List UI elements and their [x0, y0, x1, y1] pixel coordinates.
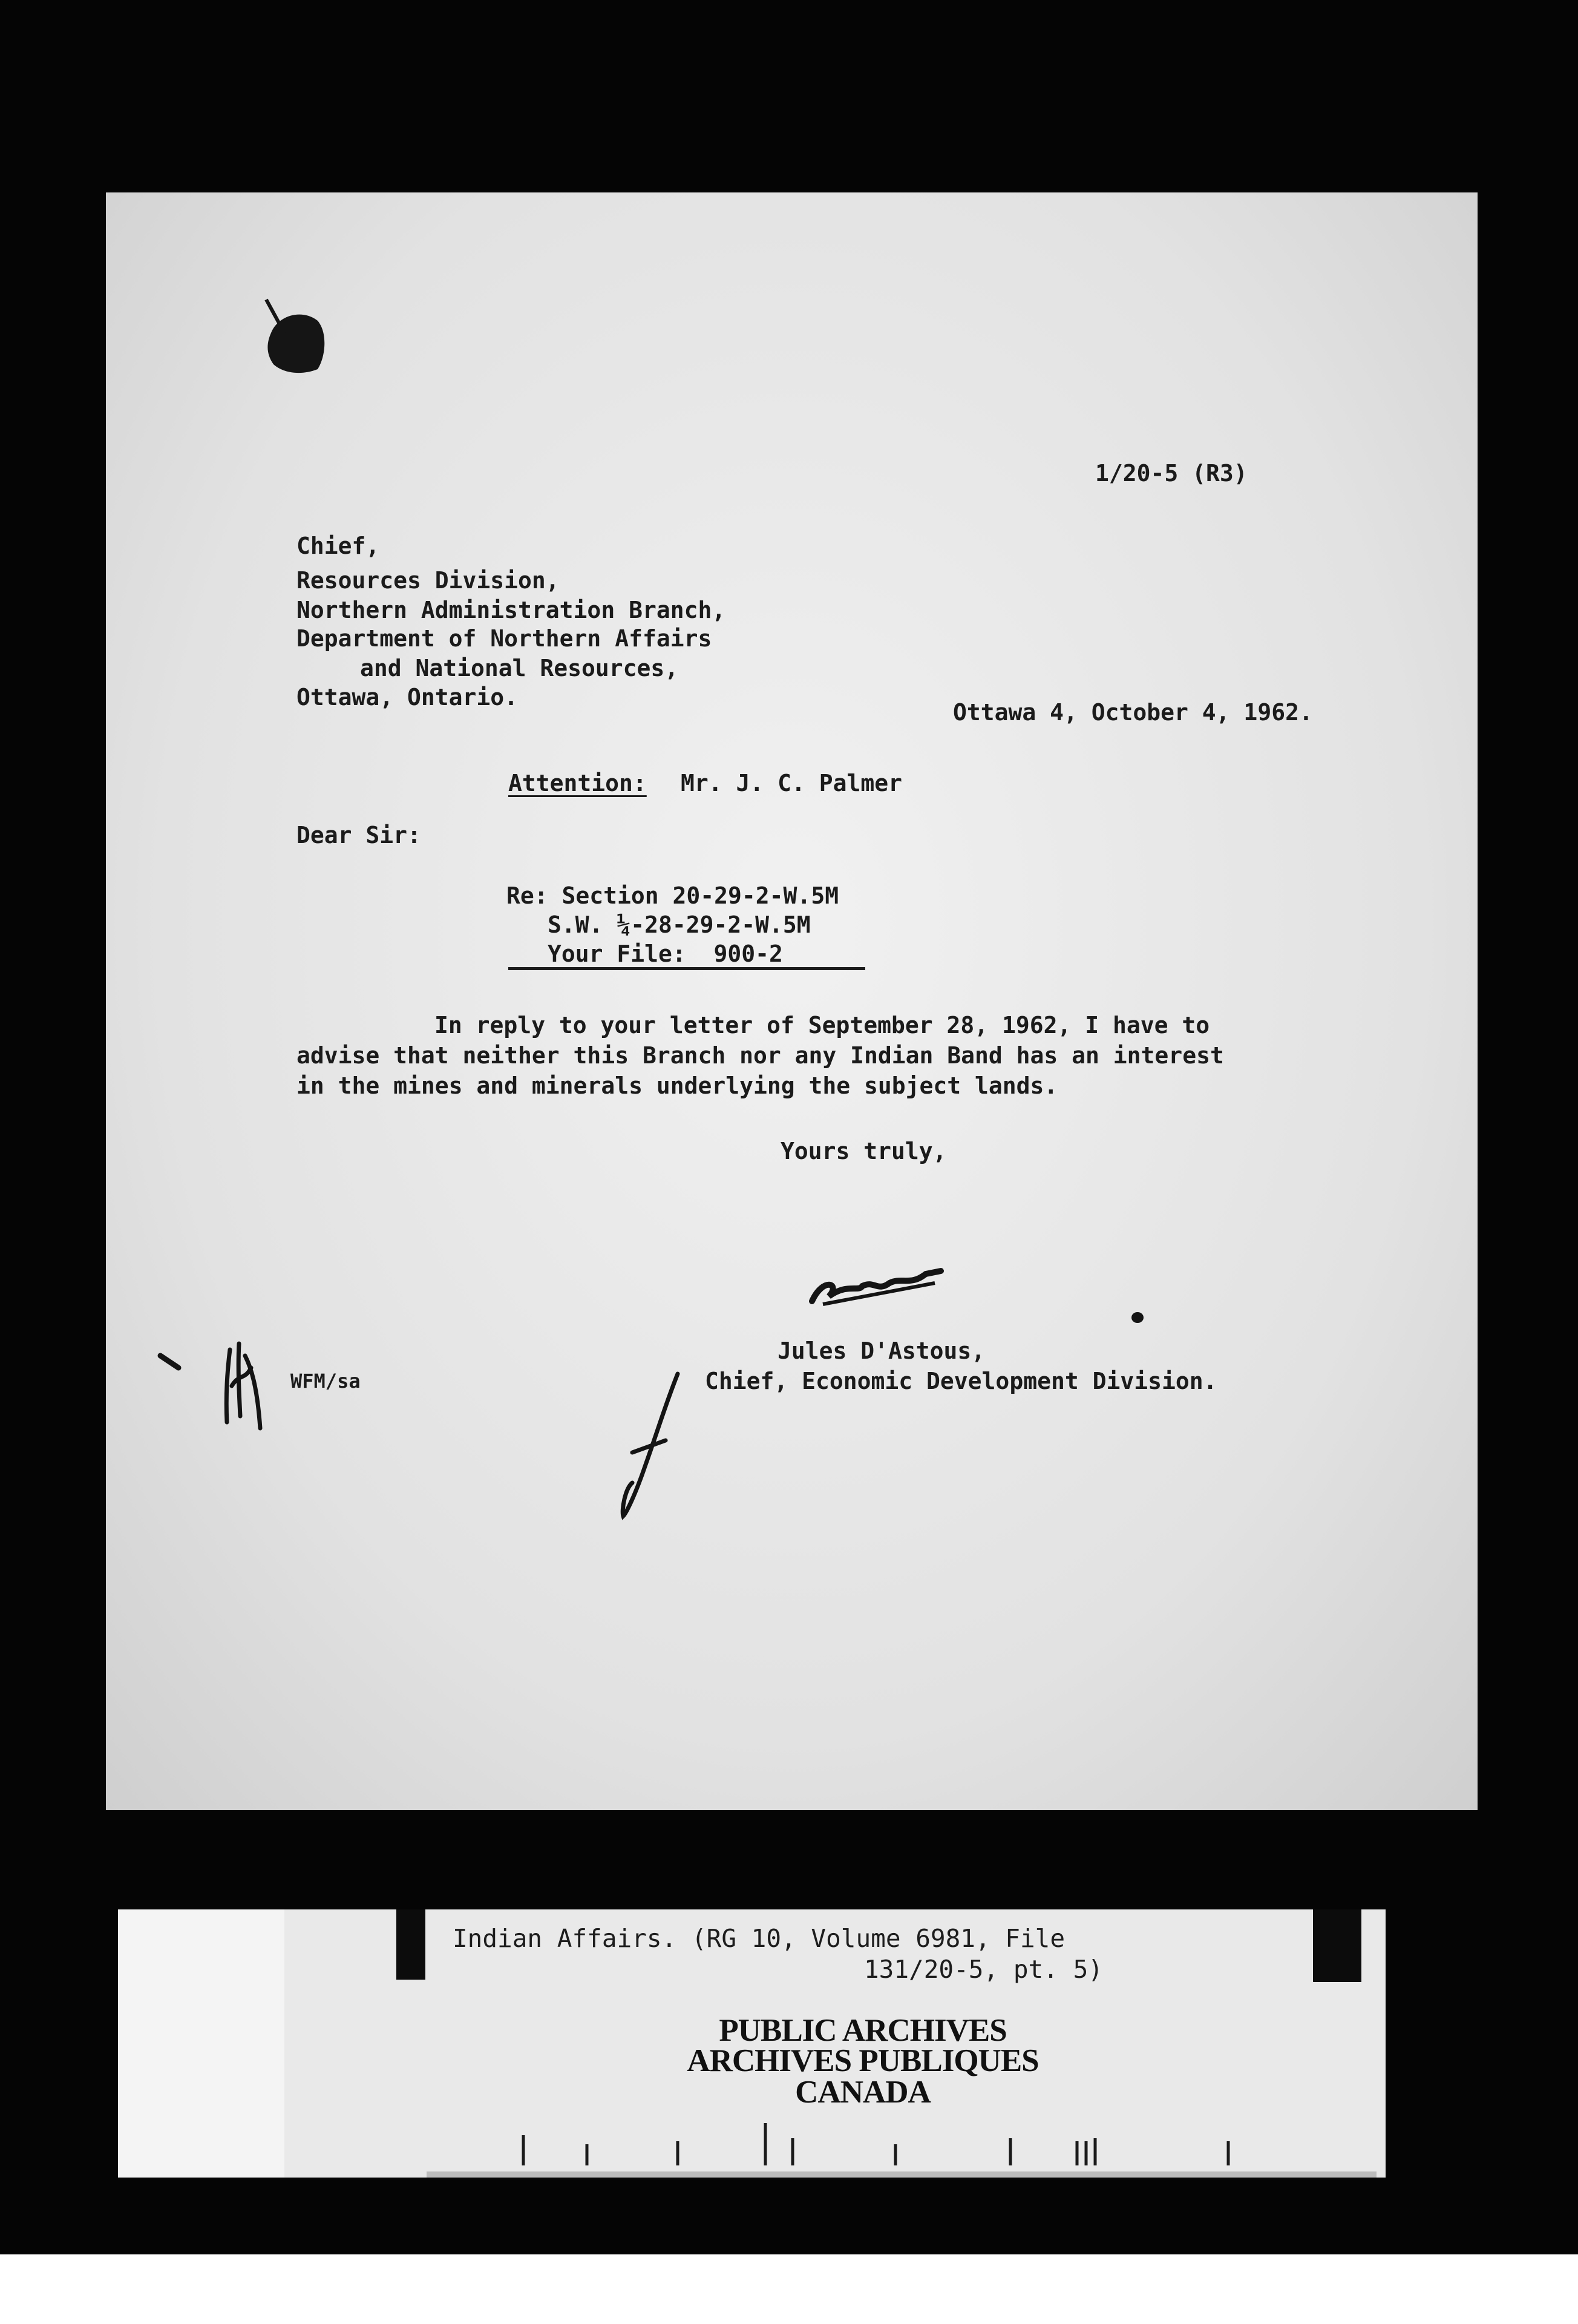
punch-hole-mark [260, 297, 333, 393]
re-underline [508, 967, 865, 970]
addressee-line-4: Department of Northern Affairs [296, 625, 712, 652]
label-base-line [427, 2171, 1377, 2178]
signer-title: Chief, Economic Development Division. [705, 1368, 1217, 1394]
typist-initials: WFM/sa [290, 1370, 361, 1393]
ink-dot [1131, 1312, 1144, 1323]
label-tab-left [396, 1909, 425, 1980]
re-line-1: Re: Section 20-29-2-W.5M [506, 882, 839, 909]
date-line: Ottawa 4, October 4, 1962. [953, 699, 1313, 726]
re-line-2: S.W. ¼-28-29-2-W.5M [548, 911, 811, 938]
salutation: Dear Sir: [296, 822, 421, 849]
label-tick-marks [478, 2117, 1265, 2165]
addressee-line-5: and National Resources, [360, 655, 679, 681]
stamp-line-2: ARCHIVES PUBLIQUES [687, 2043, 1039, 2078]
stamp-line-3: CANADA [795, 2075, 931, 2110]
attention-name: Mr. J. C. Palmer [681, 770, 903, 796]
closing: Yours truly, [781, 1138, 947, 1164]
body-line-2: advise that neither this Branch nor any Indian Band has an interest [296, 1042, 1224, 1069]
file-number: 1/20-5 (R3) [1095, 460, 1248, 487]
signer-name: Jules D'Astous, [778, 1338, 986, 1364]
label-tab-right [1313, 1909, 1361, 1982]
letter-page [106, 192, 1478, 1810]
body-line-1: In reply to your letter of September 28, 1962, I have to [434, 1012, 1210, 1039]
addressee-line-3: Northern Administration Branch, [296, 597, 726, 623]
archive-reference-line-1: Indian Affairs. (RG 10, Volume 6981, File [453, 1924, 1066, 1953]
stamp-line-1: PUBLIC ARCHIVES [719, 2013, 1007, 2048]
archive-reference-line-2: 131/20-5, pt. 5) [864, 1955, 1103, 1984]
addressee-line-1: Chief, [296, 533, 380, 559]
addressee-line-2: Resources Division, [296, 567, 560, 594]
body-line-3: in the mines and minerals underlying the subject lands. [296, 1072, 1058, 1099]
addressee-line-6: Ottawa, Ontario. [296, 684, 519, 711]
attention-label: Attention: [508, 770, 647, 796]
handwritten-initials [154, 1331, 275, 1440]
handwritten-check-mark [608, 1368, 693, 1525]
re-line-3: Your File: 900-2 [548, 940, 783, 967]
signature-scribble [805, 1259, 944, 1313]
bottom-margin [0, 2254, 1578, 2324]
